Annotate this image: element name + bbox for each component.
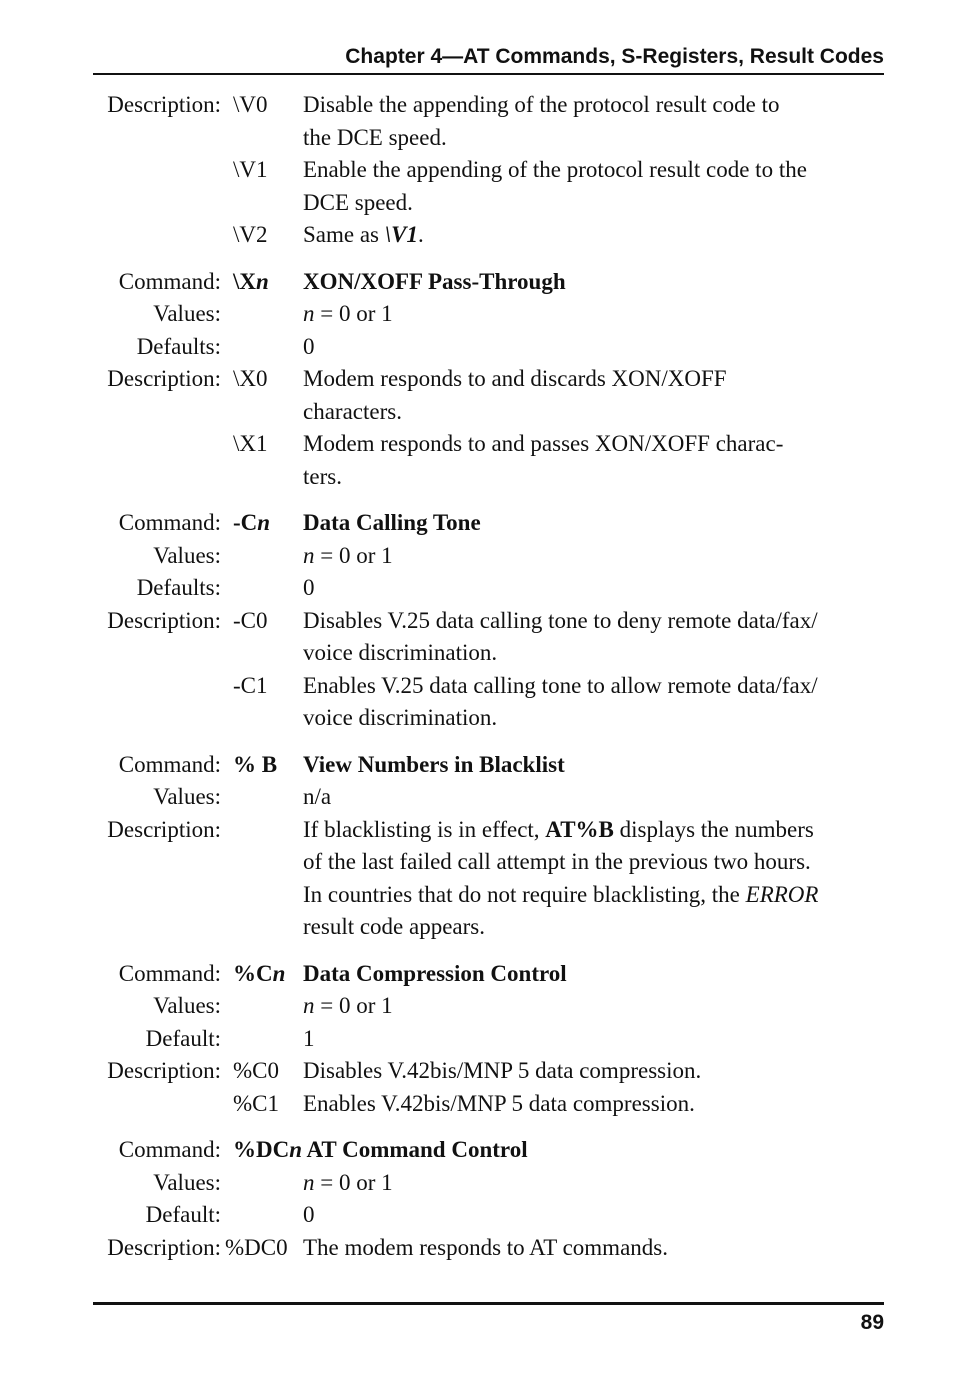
option-code: -C0 (233, 607, 268, 633)
option-text: DCE speed. (303, 189, 413, 215)
option-text: Disables V.25 data calling tone to deny remote data/fax/ (303, 607, 818, 633)
description-label: Description: (107, 1058, 221, 1083)
option-text: The modem responds to AT commands. (303, 1234, 668, 1260)
description-label: Description: (107, 1234, 221, 1260)
command-label: Command: (118, 510, 221, 535)
option-text: Enable the appending of the protocol result code to the (303, 157, 807, 182)
values-text: n/a (303, 784, 332, 809)
values-label: Values: (153, 542, 221, 568)
option-code: %DC0 (225, 1234, 288, 1260)
command-code: -Cn (233, 510, 271, 535)
option-text: characters. (303, 398, 402, 424)
default-value: 0 (303, 1202, 315, 1227)
command-block-pb (93, 749, 888, 944)
values-label: Values: (153, 784, 221, 809)
default-value: 0 (303, 575, 315, 600)
command-label: Command: (118, 751, 221, 777)
option-code: -C1 (233, 672, 268, 698)
command-code: % B (233, 751, 278, 777)
option-text: Disable the appending of the protocol result code to (303, 92, 780, 117)
option-text: voice discrimination. (303, 640, 498, 665)
option-text: Same as \V1. (303, 222, 424, 247)
description-label: Description: (107, 92, 221, 117)
defaults-label: Defaults: (136, 333, 221, 359)
command-label: Command: (118, 1137, 221, 1162)
option-text: Enables V.42bis/MNP 5 data compression. (303, 1090, 695, 1116)
values-text: n = 0 or 1 (303, 542, 393, 568)
command-label: Command: (118, 960, 221, 986)
option-text: Enables V.25 data calling tone to allow remote data/fax/ (303, 672, 818, 698)
option-text: Modem responds to and discards XON/XOFF (303, 366, 727, 391)
footer-rule (93, 1302, 884, 1305)
command-block-pcn (93, 958, 888, 1121)
running-header (93, 40, 884, 75)
option-text: Modem responds to and passes XON/XOFF charac- (303, 431, 784, 456)
option-text: ters. (303, 463, 342, 489)
command-title: Data Compression Control (303, 960, 567, 986)
values-text: n = 0 or 1 (303, 1169, 393, 1195)
description-text: In countries that do not require blacklisting, the ERROR (303, 881, 819, 907)
option-code: \V0 (233, 92, 268, 117)
option-text: the DCE speed. (303, 124, 447, 150)
description-label: Description: (107, 816, 221, 842)
command-title: XON/XOFF Pass-Through (303, 268, 566, 294)
command-code-and-title: %DCn AT Command Control (233, 1137, 528, 1162)
option-text: voice discrimination. (303, 705, 498, 730)
command-code: %Cn (233, 960, 286, 986)
defaults-label: Defaults: (136, 575, 221, 600)
option-code: \V2 (233, 222, 268, 247)
option-code: %C1 (233, 1090, 279, 1116)
description-label: Description: (107, 366, 221, 391)
option-code: %C0 (233, 1058, 279, 1083)
values-text: n = 0 or 1 (303, 993, 393, 1018)
values-label: Values: (153, 301, 221, 326)
description-text: If blacklisting is in effect, AT%B displays the numbers (303, 816, 814, 842)
page-content (93, 89, 888, 1278)
default-label: Default: (145, 1202, 221, 1227)
command-code: \Xn (233, 268, 269, 294)
command-title: Data Calling Tone (303, 510, 481, 535)
command-block-xn (93, 266, 888, 494)
command-title: View Numbers in Blacklist (303, 751, 565, 777)
description-label: Description: (107, 607, 221, 633)
option-code: \V1 (233, 157, 268, 182)
option-code: \X0 (233, 366, 268, 391)
option-text: Disables V.42bis/MNP 5 data compression. (303, 1058, 702, 1083)
description-text: result code appears. (303, 914, 486, 939)
command-label: Command: (118, 268, 221, 294)
chapter-title: Chapter 4—AT Commands, S-Registers, Result Codes (345, 45, 884, 68)
values-label: Values: (153, 993, 221, 1018)
command-block-cn (93, 507, 888, 735)
v-description-block (93, 89, 888, 252)
values-label: Values: (153, 1169, 221, 1195)
values-text: n = 0 or 1 (303, 301, 393, 326)
default-value: 1 (303, 1025, 315, 1051)
description-text: of the last failed call attempt in the previous two hours. (303, 849, 811, 874)
option-code: \X1 (233, 431, 268, 456)
default-label: Default: (145, 1025, 221, 1051)
command-block-pdcn (93, 1134, 888, 1264)
default-value: 0 (303, 333, 315, 359)
page-number: 89 (860, 1311, 884, 1334)
